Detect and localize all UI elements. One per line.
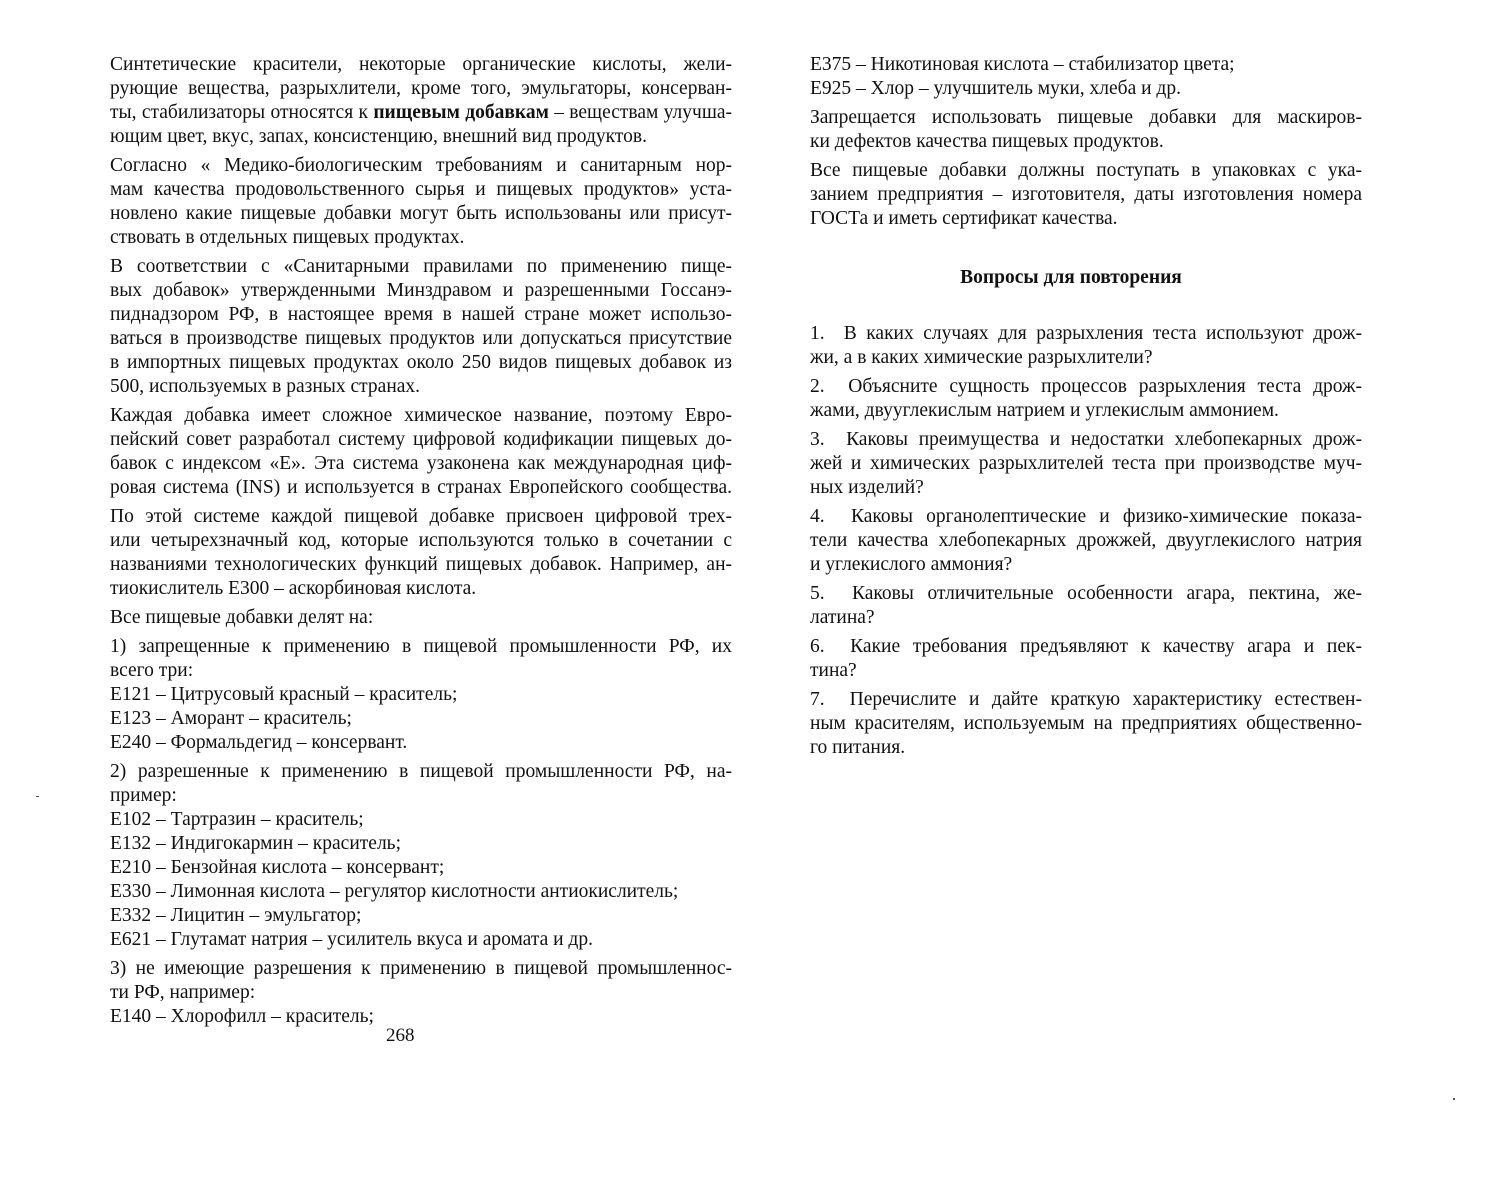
text-line: жами, двууглекислым натрием и углекислым аммонием. xyxy=(810,400,1279,421)
text-line: мам качества продовольственного сырья и пищевых продуктов» уста- xyxy=(110,179,732,200)
list-item: Е621 – Глутамат натрия – усилитель вкуса и аромата и др. xyxy=(110,929,593,950)
text-fragment: ты, стабилизаторы относятся к xyxy=(110,102,374,123)
text-line: ваться в производстве пищевых продуктов или допускаться присутствие xyxy=(110,328,732,349)
paragraph-masking-prohibited xyxy=(780,106,1362,154)
question-number: 1. xyxy=(810,323,825,344)
question-item xyxy=(780,375,1362,423)
bold-term: пищевым добавкам xyxy=(373,102,549,123)
text-line: жей и химических разрыхлителей теста при производстве муч- xyxy=(810,453,1362,474)
question-item xyxy=(780,635,1362,683)
list-item: Е140 – Хлорофилл – краситель; xyxy=(110,1006,374,1027)
text-fragment: Каковы органолептические и физико-химические показа- xyxy=(850,506,1362,527)
paragraph-permitted-intro xyxy=(80,760,732,808)
text-line: латина? xyxy=(810,607,875,628)
list-item: Е210 – Бензойная кислота – консервант; xyxy=(110,857,445,878)
text-line: тиокислитель Е300 – аскорбиновая кислота. xyxy=(110,578,477,599)
text-line: Все пищевые добавки должны поступать в упаковках с ука- xyxy=(810,160,1362,181)
paragraph-classification-intro xyxy=(80,606,732,630)
list-item: Е240 – Формальдегид – консервант. xyxy=(110,732,408,753)
text-line: всего три: xyxy=(110,660,194,681)
text-line: занием предприятия – изготовителя, даты изготовления номера xyxy=(810,184,1362,205)
paragraph-packaging-requirements xyxy=(780,159,1362,231)
text-line: бавок с индексом «Е». Эта система узаконена как международная циф- xyxy=(110,453,732,474)
text-fragment: – веществам улучша- xyxy=(548,102,733,123)
paragraph-code-system xyxy=(80,505,732,601)
question-number: 2. xyxy=(810,376,825,397)
text-line xyxy=(80,101,732,125)
list-item: Е132 – Индигокармин – краситель; xyxy=(110,833,401,854)
text-line: в импортных пищевых продуктах около 250 видов пищевых добавок из xyxy=(110,352,732,373)
text-line: ровая система (INS) и используется в странах Европейского сообщества. xyxy=(110,477,732,498)
text-line: ти РФ, например: xyxy=(110,982,256,1003)
text-line: Запрещается использовать пищевые добавки для маскиров- xyxy=(810,107,1362,128)
text-line: названиями технологических функций пищевых добавок. Например, ан- xyxy=(110,554,732,575)
paragraph-prohibited-intro xyxy=(80,635,732,683)
question-item xyxy=(780,582,1362,630)
list-item: Е121 – Цитрусовый красный – краситель; xyxy=(110,684,458,705)
text-fragment: Перечислите и дайте краткую характеристику естествен- xyxy=(849,689,1362,710)
text-line: Каждая добавка имеет сложное химическое название, поэтому Евро- xyxy=(110,405,732,426)
list-item: Е330 – Лимонная кислота – регулятор кислотности антиокислитель; xyxy=(110,881,679,902)
list-item: Е375 – Никотиновая кислота – стабилизатор цвета; xyxy=(810,54,1235,75)
text-line: ным красителям, используемым на предприятиях общественно- xyxy=(810,713,1362,734)
text-line: По этой системе каждой пищевой добавке присвоен цифровой трех- xyxy=(110,506,732,527)
scan-speck xyxy=(36,796,39,797)
question-item xyxy=(780,428,1362,500)
text-fragment: Объясните сущность процессов разрыхления теста дрож- xyxy=(848,376,1362,397)
list-item: Е925 – Хлор – улучшитель муки, хлеба и др. xyxy=(810,78,1181,99)
text-line xyxy=(780,428,1362,452)
question-number: 5. xyxy=(810,583,825,604)
text-line: ки дефектов качества пищевых продуктов. xyxy=(810,131,1164,152)
question-number: 7. xyxy=(810,689,825,710)
left-page xyxy=(80,53,732,1029)
text-line: тели качества хлебопекарных дрожжей, двууглекислого натрия xyxy=(810,530,1362,551)
text-line: 2) разрешенные к применению в пищевой промышленности РФ, на- xyxy=(110,761,732,782)
text-line: Согласно « Медико-биологическим требованиям и санитарным нор- xyxy=(110,155,732,176)
text-line: пример: xyxy=(110,785,177,806)
page-number: 268 xyxy=(386,1025,415,1046)
text-line: вых добавок» утвержденными Минздравом и разрешенными Госсанэ- xyxy=(110,280,732,301)
text-line: пейский совет разработал систему цифровой кодификации пищевых до- xyxy=(110,429,732,450)
scan-speck xyxy=(1453,1098,1455,1100)
question-item xyxy=(780,505,1362,577)
list-item: Е332 – Лицитин – эмульгатор; xyxy=(110,905,362,926)
text-line: Все пищевые добавки делят на: xyxy=(110,607,374,628)
list-item: Е102 – Тартразин – краситель; xyxy=(110,809,364,830)
text-line: ных изделий? xyxy=(810,477,924,498)
paragraph-sanitary-rules xyxy=(80,255,732,399)
question-item xyxy=(780,688,1362,760)
text-line xyxy=(780,635,1362,659)
continued-additives-list xyxy=(780,53,1362,101)
permitted-additives-list xyxy=(80,808,732,952)
text-line: Синтетические красители, некоторые органические кислоты, жели- xyxy=(110,54,732,75)
text-fragment: Каковы преимущества и недостатки хлебопекарных дрож- xyxy=(846,429,1362,450)
text-line: 3) не имеющие разрешения к применению в пищевой промышленнос- xyxy=(110,958,732,979)
text-line: новлено какие пищевые добавки могут быть использованы или присут- xyxy=(110,203,732,224)
text-line: го питания. xyxy=(810,737,906,758)
text-line: рующие вещества, разрыхлители, кроме того, эмульгаторы, консерван- xyxy=(110,78,732,99)
text-line: В соответствии с «Санитарными правилами по применению пище- xyxy=(110,256,732,277)
right-page xyxy=(780,53,1362,765)
text-line xyxy=(780,505,1362,529)
text-line: тина? xyxy=(810,660,857,681)
text-line xyxy=(780,582,1362,606)
text-line: 1) запрещенные к применению в пищевой промышленности РФ, их xyxy=(110,636,732,657)
text-line xyxy=(780,688,1362,712)
text-line: или четырехзначный код, которые используются только в сочетании с xyxy=(110,530,732,551)
paragraph-sanitary-norms xyxy=(80,154,732,250)
text-line: и углекислого аммония? xyxy=(810,554,1013,575)
question-number: 6. xyxy=(810,636,825,657)
text-line: ющим цвет, вкус, запах, консистенцию, внешний вид продуктов. xyxy=(110,126,647,147)
list-item: Е123 – Аморант – краситель; xyxy=(110,708,352,729)
text-line: ГОСТа и иметь сертификат качества. xyxy=(810,208,1118,229)
paragraph-food-additives-definition xyxy=(80,53,732,149)
review-questions-list xyxy=(780,322,1362,760)
text-fragment: Какие требования предъявляют к качеству агара и пек- xyxy=(850,636,1362,657)
text-line: 500, используемых в разных странах. xyxy=(110,376,421,397)
text-line xyxy=(780,375,1362,399)
question-number: 3. xyxy=(810,429,825,450)
paragraph-unapproved-intro xyxy=(80,957,732,1005)
paragraph-e-codification xyxy=(80,404,732,500)
prohibited-additives-list xyxy=(80,683,732,755)
text-line: жи, а в каких химические разрыхлители? xyxy=(810,347,1153,368)
question-number: 4. xyxy=(810,506,825,527)
text-line: пиднадзором РФ, в настоящее время в нашей стране может использо- xyxy=(110,304,732,325)
text-line xyxy=(780,322,1362,346)
text-fragment: В каких случаях для разрыхления теста используют дрож- xyxy=(843,323,1362,344)
question-item xyxy=(780,322,1362,370)
text-line: ствовать в отдельных пищевых продуктах. xyxy=(110,227,465,248)
section-heading: Вопросы для повторения xyxy=(960,267,1182,288)
text-fragment: Каковы отличительные особенности агара, пектина, же- xyxy=(851,583,1362,604)
